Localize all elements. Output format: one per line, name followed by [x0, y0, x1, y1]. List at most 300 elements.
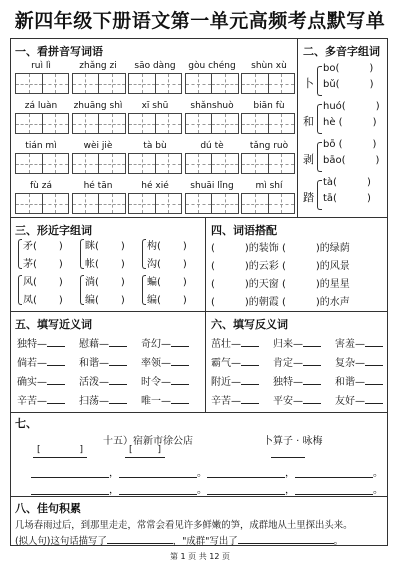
grid-cell[interactable] — [99, 114, 125, 133]
reading-label: tà( — [323, 177, 337, 188]
pinyin-row — [15, 61, 295, 73]
grid-cell[interactable] — [16, 74, 43, 93]
answer-blank[interactable] — [365, 346, 383, 347]
brace — [317, 142, 322, 172]
answer-blank-2[interactable] — [238, 543, 334, 544]
close-paren: ) — [375, 155, 380, 166]
grid-cell[interactable] — [242, 74, 269, 93]
char-grid[interactable] — [15, 193, 69, 214]
answer-blank[interactable] — [171, 403, 189, 404]
poem-line-blank[interactable] — [207, 467, 285, 478]
reading-label: bǔ( — [323, 79, 340, 90]
word-label: 倘若— — [17, 358, 47, 369]
close-paren: ) — [58, 259, 63, 270]
char-label: 凤( — [23, 295, 37, 306]
divider — [11, 311, 387, 312]
pinyin-label: mì shí — [255, 181, 283, 191]
brace — [142, 275, 146, 305]
matching-item — [211, 275, 350, 290]
quote-question — [15, 533, 343, 547]
brace — [142, 239, 146, 269]
punctuation: ， — [109, 468, 119, 479]
pinyin-label: gòu chéng — [188, 61, 236, 71]
char-grid[interactable] — [128, 113, 182, 134]
poem-line-blank[interactable] — [31, 467, 109, 478]
char-grid[interactable] — [185, 113, 239, 134]
close-paren: ) — [375, 101, 380, 112]
pinyin-label: tà bù — [143, 141, 167, 151]
word-label: 平安— — [273, 396, 303, 407]
answer-blank[interactable] — [109, 365, 127, 366]
pinyin-label: zhuāng shì — [73, 101, 123, 111]
author-blank-3[interactable] — [271, 447, 305, 458]
word-item — [79, 354, 127, 369]
word-item — [335, 373, 383, 388]
section6-label: 六、填写反义词 — [211, 318, 288, 331]
char-label: 风( — [23, 277, 37, 288]
char-grid[interactable] — [72, 113, 126, 134]
grid-cell[interactable] — [156, 74, 182, 93]
grid-cell[interactable] — [129, 74, 156, 93]
matching-word: )的装饰 — [244, 243, 279, 254]
word-item — [17, 373, 65, 388]
char-item — [85, 291, 125, 306]
reading-label: bāo( — [323, 155, 346, 166]
close-paren: ) — [120, 277, 125, 288]
brace — [18, 239, 22, 269]
word-label: 复杂— — [335, 358, 365, 369]
poem-line-blank[interactable] — [119, 467, 197, 478]
grid-cell[interactable] — [43, 114, 69, 133]
word-item — [273, 373, 321, 388]
word-item — [335, 335, 383, 350]
word-label: 霸气— — [211, 358, 241, 369]
matching-word: )的朝霞 — [244, 297, 279, 308]
char-grid[interactable] — [128, 193, 182, 214]
polyphone-group — [301, 63, 387, 101]
answer-blank[interactable] — [47, 346, 65, 347]
divider — [11, 412, 387, 413]
pinyin-label: zá luàn — [24, 101, 58, 111]
grid-cell[interactable] — [186, 154, 213, 173]
page-title: 新四年级下册语文第一单元高频考点默写单 — [14, 10, 386, 32]
grid-cell[interactable] — [242, 114, 269, 133]
poem-title-1: 十五）宿新市徐公店 — [103, 436, 193, 447]
pinyin-label: biān fù — [253, 101, 285, 111]
char-item — [23, 255, 63, 270]
char-label: 编( — [85, 295, 99, 306]
word-item — [17, 335, 65, 350]
word-label: 活泼— — [79, 377, 109, 388]
word-label: 归来— — [273, 339, 303, 350]
word-item — [79, 373, 127, 388]
word-item — [211, 392, 259, 407]
pinyin-label: shuāi lǐng — [190, 181, 234, 191]
grid-row — [15, 73, 295, 94]
grid-row — [15, 113, 295, 134]
answer-blank[interactable] — [303, 365, 321, 366]
close-paren: ) — [369, 63, 374, 74]
grid-cell[interactable] — [16, 154, 43, 173]
char-item — [23, 291, 63, 306]
answer-blank[interactable] — [241, 384, 259, 385]
grid-cell[interactable] — [43, 154, 69, 173]
matching-item — [211, 293, 350, 308]
word-item — [141, 373, 189, 388]
char-item — [147, 291, 187, 306]
grid-cell[interactable] — [16, 114, 43, 133]
char-grid[interactable] — [15, 153, 69, 174]
pinyin-label: dú tè — [200, 141, 224, 151]
pinyin-label: shùn xù — [251, 61, 287, 71]
grid-cell[interactable] — [156, 154, 182, 173]
char-grid[interactable] — [241, 113, 295, 134]
poem-line-blank[interactable] — [207, 484, 285, 495]
poem-line-blank[interactable] — [119, 484, 197, 495]
pinyin-label: hé xié — [141, 181, 169, 191]
word-item — [211, 354, 259, 369]
char-label: 茅( — [23, 259, 37, 270]
word-label: 害羞— — [335, 339, 365, 350]
question-part-1: (拟人句)这句话描写了 — [15, 536, 107, 547]
matching-item — [211, 257, 350, 272]
close-paren: ) — [58, 241, 63, 252]
reading-label: huó( — [323, 101, 346, 112]
poem-title-2: 卜算子 · 咏梅 — [263, 436, 323, 447]
section2-label: 二、多音字组词 — [303, 45, 380, 58]
char-item — [85, 255, 125, 270]
pinyin-label: shǎnshuò — [190, 101, 234, 111]
grid-cell[interactable] — [212, 194, 238, 213]
word-item — [273, 335, 321, 350]
grid-cell[interactable] — [156, 194, 182, 213]
close-paren: ) — [120, 259, 125, 270]
word-item — [79, 335, 127, 350]
matching-word: )的绿荫 — [315, 243, 350, 254]
page-number: 第 1 页 共 12 页 — [170, 552, 230, 561]
word-label: 时令— — [141, 377, 171, 388]
matching-word: )的天窗 — [244, 279, 279, 290]
close-paren: ) — [58, 295, 63, 306]
section3-label: 三、形近字组词 — [15, 224, 92, 237]
brace — [317, 104, 322, 134]
polyphone-reading — [323, 177, 371, 188]
char-grid[interactable] — [15, 73, 69, 94]
close-paren: ) — [182, 295, 187, 306]
grid-cell[interactable] — [99, 154, 125, 173]
open-paren: ( — [278, 243, 286, 254]
open-paren: ( — [278, 261, 286, 272]
pinyin-row — [15, 141, 295, 153]
word-item — [79, 392, 127, 407]
close-paren: ) — [120, 295, 125, 306]
grid-cell[interactable] — [269, 74, 295, 93]
polyphone-reading — [323, 63, 373, 74]
punctuation: ， — [285, 485, 295, 496]
grid-cell[interactable] — [269, 114, 295, 133]
close-paren: ) — [182, 241, 187, 252]
answer-blank-1[interactable] — [107, 543, 173, 544]
worksheet-frame — [10, 38, 388, 546]
polyphone-char: 踏 — [303, 191, 314, 204]
word-label: 率领— — [141, 358, 171, 369]
grid-cell[interactable] — [99, 194, 125, 213]
answer-blank[interactable] — [365, 384, 383, 385]
char-item — [23, 237, 63, 252]
grid-cell[interactable] — [129, 114, 156, 133]
close-paren: ) — [58, 277, 63, 288]
char-item — [147, 273, 187, 288]
punctuation: 。 — [373, 485, 383, 496]
polyphone-reading — [323, 79, 374, 90]
word-label: 友好— — [335, 396, 365, 407]
char-item — [85, 273, 125, 288]
pinyin-row — [15, 101, 295, 113]
word-label: 附近— — [211, 377, 241, 388]
polyphone-reading — [323, 139, 376, 150]
char-item — [23, 273, 63, 288]
answer-blank[interactable] — [171, 346, 189, 347]
close-paren: ) — [369, 79, 374, 90]
answer-blank[interactable] — [241, 346, 259, 347]
pinyin-label: wèi jiè — [83, 141, 113, 151]
grid-cell[interactable] — [129, 154, 156, 173]
grid-cell[interactable] — [43, 74, 69, 93]
char-label: 眯( — [85, 241, 99, 252]
char-label: 蝙( — [147, 277, 161, 288]
word-item — [273, 392, 321, 407]
matching-word: )的风景 — [315, 261, 350, 272]
polyphone-char: 和 — [303, 115, 314, 128]
section7-label: 七、 — [15, 417, 37, 430]
word-label: 奇幻— — [141, 339, 171, 350]
divider — [297, 39, 298, 217]
polyphone-group — [301, 177, 387, 215]
matching-word: )的水声 — [315, 297, 350, 308]
polyphone-reading — [323, 117, 376, 128]
matching-item — [211, 239, 350, 254]
word-item — [211, 373, 259, 388]
matching-word: )的星星 — [315, 279, 350, 290]
word-item — [141, 335, 189, 350]
char-label: 沟( — [147, 259, 161, 270]
answer-blank[interactable] — [171, 365, 189, 366]
char-grid[interactable] — [185, 193, 239, 214]
char-label: 编( — [147, 295, 161, 306]
grid-cell[interactable] — [269, 194, 295, 213]
word-label: 扫荡— — [79, 396, 109, 407]
word-label: 茁壮— — [211, 339, 241, 350]
char-grid[interactable] — [128, 153, 182, 174]
word-label: 唯一— — [141, 396, 171, 407]
grid-cell[interactable] — [129, 194, 156, 213]
grid-cell[interactable] — [269, 154, 295, 173]
char-grid[interactable] — [72, 193, 126, 214]
char-grid[interactable] — [241, 73, 295, 94]
word-item — [211, 335, 259, 350]
grid-cell[interactable] — [73, 74, 100, 93]
pinyin-row — [15, 181, 295, 193]
answer-blank[interactable] — [109, 403, 127, 404]
pinyin-label: tián mì — [25, 141, 57, 151]
close-paren: ) — [366, 193, 371, 204]
char-item — [147, 255, 187, 270]
pinyin-label: ruì lì — [31, 61, 51, 71]
word-label: 和谐— — [79, 358, 109, 369]
answer-blank[interactable] — [365, 365, 383, 366]
quote-sentence: 几场春雨过后，到那里走走，常常会看见许多鲜嫩的笋，成群地从土里探出头来。 — [15, 520, 353, 531]
char-grid[interactable] — [72, 153, 126, 174]
open-paren: ( — [211, 279, 215, 290]
char-label: 淌( — [85, 277, 99, 288]
open-paren: ( — [211, 261, 215, 272]
reading-label: tā( — [323, 193, 337, 204]
section8-label: 八、佳句积累 — [15, 502, 81, 515]
grid-cell[interactable] — [16, 194, 43, 213]
section5-label: 五、填写近义词 — [15, 318, 92, 331]
reading-label: bo( — [323, 63, 340, 74]
char-grid[interactable] — [185, 153, 239, 174]
char-item — [147, 237, 187, 252]
close-paren: ) — [372, 117, 377, 128]
polyphone-reading — [323, 155, 379, 166]
polyphone-group — [301, 101, 387, 139]
close-paren: ) — [366, 177, 371, 188]
pinyin-label: tǎng ruò — [249, 141, 289, 151]
char-item — [85, 237, 125, 252]
answer-blank[interactable] — [109, 384, 127, 385]
poem-line-blank[interactable] — [295, 484, 373, 495]
section4-label: 四、词语搭配 — [211, 224, 277, 237]
author-blank-1[interactable]: [ ] — [33, 447, 87, 458]
char-label: 矛( — [23, 241, 37, 252]
char-grid[interactable] — [241, 193, 295, 214]
punctuation: 。 — [197, 485, 207, 496]
open-paren: ( — [211, 297, 215, 308]
word-item — [17, 392, 65, 407]
answer-blank[interactable] — [303, 346, 321, 347]
open-paren: ( — [211, 243, 215, 254]
grid-cell[interactable] — [212, 154, 238, 173]
polyphone-reading — [323, 101, 380, 112]
grid-cell[interactable] — [212, 74, 238, 93]
grid-cell[interactable] — [186, 74, 213, 93]
punctuation: ， — [109, 485, 119, 496]
close-paren: ) — [120, 241, 125, 252]
reading-label: bō ( — [323, 139, 343, 150]
open-paren: ( — [278, 297, 286, 308]
word-item — [335, 392, 383, 407]
grid-cell[interactable] — [43, 194, 69, 213]
author-blank-2[interactable]: [ ] — [125, 447, 165, 458]
char-grid[interactable] — [72, 73, 126, 94]
grid-cell[interactable] — [156, 114, 182, 133]
char-grid[interactable] — [185, 73, 239, 94]
grid-cell[interactable] — [186, 194, 213, 213]
word-label: 辛苦— — [17, 396, 47, 407]
char-label: 构( — [147, 241, 161, 252]
word-label: 独特— — [273, 377, 303, 388]
word-item — [141, 354, 189, 369]
char-grid[interactable] — [128, 73, 182, 94]
grid-row — [15, 153, 295, 174]
question-part-2: ，"成群"写出了 — [172, 536, 238, 547]
answer-blank[interactable] — [241, 403, 259, 404]
divider — [11, 496, 387, 497]
open-paren: ( — [278, 279, 286, 290]
answer-blank[interactable] — [303, 403, 321, 404]
word-item — [335, 354, 383, 369]
polyphone-group — [301, 139, 387, 177]
char-label: 帐( — [85, 259, 99, 270]
poem-line-blank[interactable] — [31, 484, 109, 495]
answer-blank[interactable] — [365, 403, 383, 404]
word-item — [141, 392, 189, 407]
word-label: 辛苦— — [211, 396, 241, 407]
matching-word: )的云彩 — [244, 261, 279, 272]
pinyin-label: xī shū — [141, 101, 169, 111]
grid-row — [15, 193, 295, 214]
section1-label: 一、看拼音写词语 — [15, 45, 103, 58]
word-label: 和谐— — [335, 377, 365, 388]
answer-blank[interactable] — [47, 403, 65, 404]
word-item — [273, 354, 321, 369]
grid-cell[interactable] — [73, 154, 100, 173]
question-part-3: 。 — [333, 536, 343, 547]
grid-cell[interactable] — [73, 114, 100, 133]
answer-blank[interactable] — [47, 384, 65, 385]
grid-cell[interactable] — [186, 114, 213, 133]
polyphone-char: 剥 — [303, 153, 314, 166]
pinyin-writing-area — [15, 61, 295, 221]
word-label: 慰藉— — [79, 339, 109, 350]
answer-blank[interactable] — [241, 365, 259, 366]
punctuation: ， — [285, 468, 295, 479]
word-label: 肯定— — [273, 358, 303, 369]
grid-cell[interactable] — [73, 194, 100, 213]
answer-blank[interactable] — [303, 384, 321, 385]
char-grid[interactable] — [15, 113, 69, 134]
close-paren: ) — [372, 139, 377, 150]
grid-cell[interactable] — [242, 194, 269, 213]
brace — [80, 239, 84, 269]
char-grid[interactable] — [241, 153, 295, 174]
pinyin-label: hé tān — [83, 181, 113, 191]
word-item — [17, 354, 65, 369]
answer-blank[interactable] — [171, 384, 189, 385]
polyphone-reading — [323, 193, 371, 204]
answer-blank[interactable] — [47, 365, 65, 366]
pinyin-label: sāo dàng — [134, 61, 176, 71]
punctuation: 。 — [197, 468, 207, 479]
answer-blank[interactable] — [109, 346, 127, 347]
brace — [80, 275, 84, 305]
poem-line-blank[interactable] — [295, 467, 373, 478]
close-paren: ) — [182, 277, 187, 288]
divider — [205, 217, 206, 412]
polyphone-area — [301, 63, 387, 215]
grid-cell[interactable] — [242, 154, 269, 173]
pinyin-label: fù zá — [30, 181, 52, 191]
brace — [18, 275, 22, 305]
polyphone-char: 卜 — [303, 77, 314, 90]
grid-cell[interactable] — [212, 114, 238, 133]
pinyin-label: zhǎng zi — [79, 61, 117, 71]
brace — [317, 180, 322, 210]
punctuation: 。 — [373, 468, 383, 479]
grid-cell[interactable] — [99, 74, 125, 93]
word-label: 确实— — [17, 377, 47, 388]
